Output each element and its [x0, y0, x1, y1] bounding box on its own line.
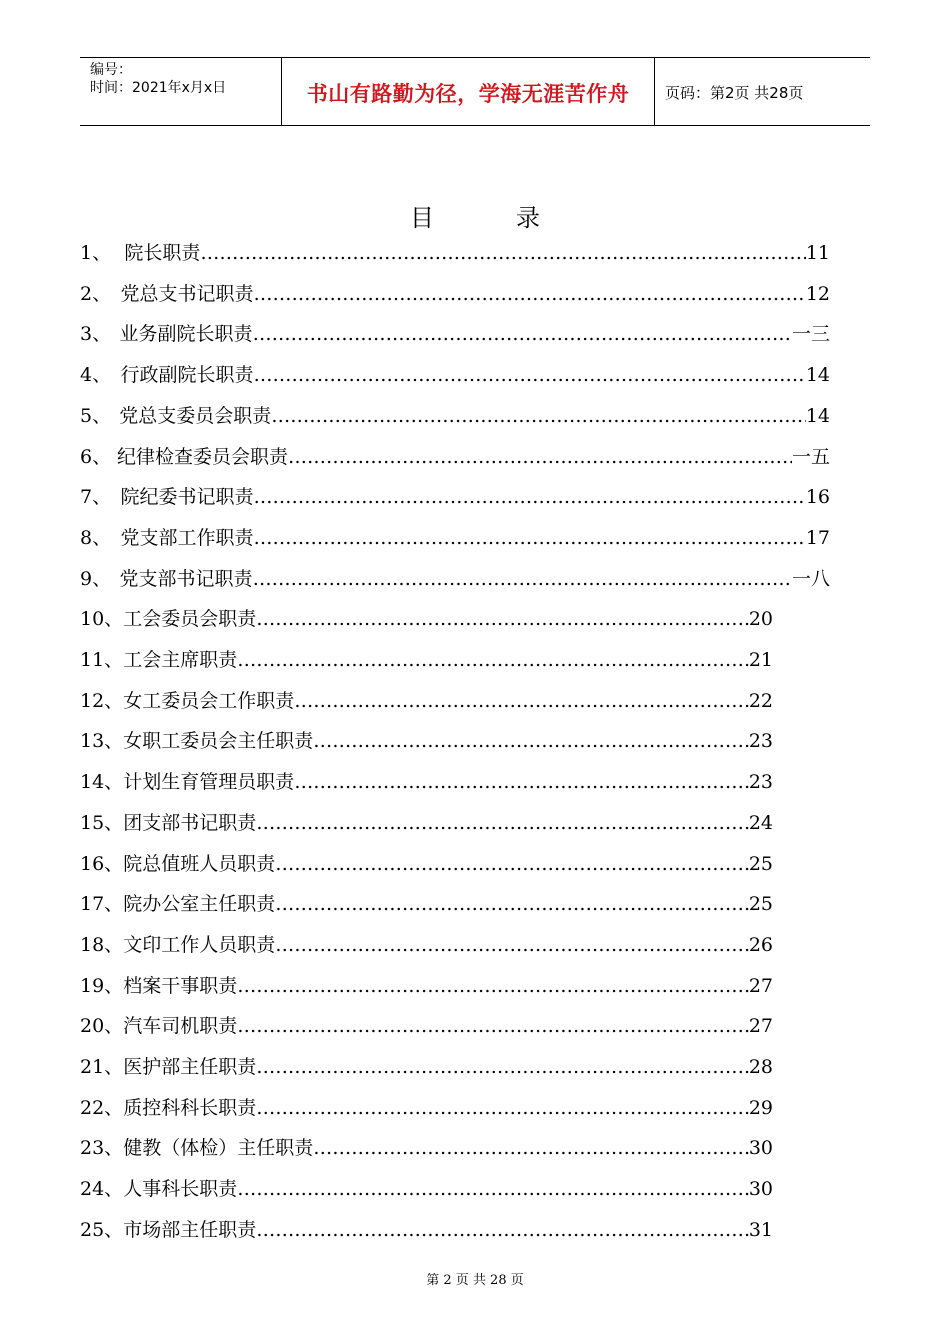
toc-entry-page: 一五 [791, 445, 830, 468]
toc-entry-number: 5、 [80, 404, 112, 427]
toc-entry[interactable] [80, 768, 773, 796]
toc-entry-number: 7、 [80, 486, 112, 509]
toc-entry-number: 4、 [80, 364, 112, 387]
toc-entry-number: 6、 [80, 445, 112, 468]
toc-entry[interactable] [80, 1012, 773, 1040]
toc-entry[interactable] [80, 320, 830, 348]
toc-leader-dots [256, 1094, 749, 1122]
toc-entry-page: 14 [805, 404, 830, 427]
toc-entry-page: 26 [748, 933, 773, 956]
toc-entry-label: 院纪委书记职责 [120, 486, 254, 509]
toc-leader-dots [237, 1012, 749, 1040]
toc-entry[interactable] [80, 565, 830, 593]
toc-entry-page: 30 [748, 1178, 773, 1201]
toc-entry[interactable] [80, 1094, 773, 1122]
toc-entry-number: 20、 [80, 1015, 124, 1038]
toc-entry[interactable] [80, 809, 773, 837]
toc-entry-label: 女工委员会工作职责 [123, 689, 295, 712]
toc-entry-number: 15、 [80, 811, 124, 834]
toc-entry-page: 28 [748, 1056, 773, 1078]
toc-entry-page: 21 [748, 649, 773, 671]
toc-entry-number: 3、 [80, 323, 112, 346]
toc-leader-dots [200, 239, 805, 267]
toc-entry-page: 17 [805, 526, 830, 549]
toc-leader-dots [254, 483, 806, 511]
toc-entry-page: 11 [805, 242, 830, 264]
toc-entry-label: 计划生育管理员职责 [123, 771, 295, 794]
toc-entry-label: 行政副院长职责 [120, 364, 254, 387]
toc-leader-dots [256, 809, 749, 837]
toc-entry-page: 20 [748, 608, 773, 631]
toc-entry-label: 人事科长职责 [123, 1178, 238, 1201]
toc-entry-number: 12、 [80, 689, 124, 712]
toc-entry-label: 工会主席职责 [123, 649, 238, 671]
toc-entry-page: 12 [805, 282, 830, 305]
toc-leader-dots [254, 361, 806, 389]
toc-title-right: 录 [516, 204, 540, 232]
toc-leader-dots [256, 1053, 749, 1081]
toc-entry-label: 文印工作人员职责 [123, 933, 276, 956]
toc-entry[interactable] [80, 687, 773, 715]
toc-entry-page: 22 [748, 689, 773, 712]
date-label: 时间：2021年x月x日 [90, 80, 227, 96]
toc-entry-page: 25 [748, 852, 773, 875]
toc-entry[interactable] [80, 239, 830, 267]
toc-entry[interactable] [80, 605, 773, 633]
toc-entry[interactable] [80, 972, 773, 1000]
toc-entry[interactable] [80, 483, 830, 511]
page-header [80, 57, 870, 126]
toc-title-left: 目 [410, 204, 434, 232]
toc-entry[interactable] [80, 1175, 773, 1203]
header-motto-cell [282, 58, 655, 125]
toc-entry-page: 23 [748, 771, 773, 794]
serial-number-label: 编号： [90, 62, 132, 78]
toc-entry-page: 24 [748, 811, 773, 834]
toc-entry[interactable] [80, 443, 830, 471]
toc-entry-page: 一三 [791, 323, 830, 346]
toc-leader-dots [256, 605, 749, 633]
toc-entry-label: 院长职责 [124, 242, 201, 264]
toc-entry-page: 31 [748, 1218, 773, 1241]
toc-entry-page: 29 [748, 1096, 773, 1119]
toc-leader-dots [253, 320, 792, 348]
toc-entry-label: 党支部工作职责 [120, 526, 254, 549]
toc-entry-number: 19、 [80, 974, 124, 997]
toc-entry-label: 健教（体检）主任职责 [123, 1137, 314, 1160]
toc-entry-label: 工会委员会职责 [123, 608, 257, 631]
motto-text: 书山有路勤为径，学海无涯苦作舟 [306, 82, 630, 106]
toc-entry-number: 23、 [80, 1137, 124, 1160]
toc-entry-label: 党支部书记职责 [119, 567, 253, 590]
toc-entry-number: 9、 [80, 567, 112, 590]
toc-leader-dots [275, 931, 749, 959]
toc-entry-page: 14 [805, 364, 830, 387]
toc-entry-number: 25、 [80, 1218, 124, 1241]
toc-leader-dots [288, 443, 792, 471]
toc-entry-number: 24、 [80, 1178, 124, 1201]
toc-leader-dots [294, 768, 749, 796]
toc-entry-page: 23 [748, 730, 773, 753]
toc-entry-label: 纪律检查委员会职责 [116, 445, 288, 468]
toc-leader-dots [254, 280, 806, 308]
toc-entry[interactable] [80, 931, 773, 959]
toc-entry[interactable] [80, 361, 830, 389]
toc-leader-dots [237, 972, 749, 1000]
toc-entry[interactable] [80, 890, 773, 918]
toc-entry-number: 17、 [80, 893, 124, 916]
toc-leader-dots [256, 1216, 749, 1244]
toc-entry[interactable] [80, 1053, 773, 1081]
toc-entry-number: 16、 [80, 852, 124, 875]
toc-entry-number: 22、 [80, 1096, 124, 1119]
toc-entry-page: 27 [748, 974, 773, 997]
toc-entry-label: 党总支书记职责 [120, 282, 254, 305]
toc-leader-dots [313, 1134, 749, 1162]
toc-entry-label: 业务副院长职责 [119, 323, 253, 346]
header-meta-cell [80, 58, 282, 125]
toc-entry-number: 18、 [80, 933, 124, 956]
toc-entry-page: 30 [748, 1137, 773, 1160]
toc-entry[interactable] [80, 1134, 773, 1162]
toc-entry-label: 医护部主任职责 [123, 1056, 257, 1078]
toc-entry[interactable] [80, 524, 830, 552]
toc-leader-dots [237, 646, 749, 674]
toc-entry[interactable] [80, 646, 773, 674]
toc-leader-dots [313, 727, 749, 755]
toc-entry-number: 10、 [80, 608, 124, 631]
toc-entry[interactable] [80, 850, 773, 878]
toc-leader-dots [275, 890, 749, 918]
toc-leader-dots [254, 524, 806, 552]
toc-entry-label: 市场部主任职责 [123, 1218, 257, 1241]
toc-entry-page: 27 [748, 1015, 773, 1038]
toc-entry-label: 档案干事职责 [123, 974, 238, 997]
toc-entry-label: 质控科科长职责 [123, 1096, 257, 1119]
toc-entry-number: 2、 [80, 282, 112, 305]
toc-entry-number: 1、 [80, 242, 112, 264]
toc-entry-label: 女职工委员会主任职责 [123, 730, 314, 753]
toc-entry[interactable] [80, 402, 830, 430]
toc-entry-page: 16 [805, 486, 830, 509]
toc-leader-dots [275, 850, 749, 878]
toc-entry-label: 党总支委员会职责 [119, 404, 272, 427]
toc-entry-page: 25 [748, 893, 773, 916]
toc-title [0, 198, 950, 233]
toc-entry-number: 13、 [80, 730, 124, 753]
toc-entry-number: 11、 [80, 649, 124, 671]
toc-entry-page: 一八 [791, 567, 830, 590]
toc-leader-dots [271, 402, 806, 430]
toc-entry-label: 院总值班人员职责 [123, 852, 276, 875]
toc-entry[interactable] [80, 280, 830, 308]
toc-entry-label: 团支部书记职责 [123, 811, 257, 834]
toc-leader-dots [237, 1175, 749, 1203]
toc-entry-number: 21、 [80, 1056, 124, 1078]
toc-entry[interactable] [80, 1216, 773, 1244]
toc-entry-label: 汽车司机职责 [123, 1015, 238, 1038]
header-page-cell [655, 58, 870, 125]
toc-entry-number: 14、 [80, 771, 124, 794]
page-footer: 第 2 页 共 28 页 [426, 1273, 524, 1288]
toc-entry-number: 8、 [80, 526, 112, 549]
header-page-info: 页码：第2页 共28页 [665, 84, 804, 102]
toc-leader-dots [253, 565, 792, 593]
toc-leader-dots [294, 687, 749, 715]
toc-entry[interactable] [80, 727, 773, 755]
toc-entry-label: 院办公室主任职责 [123, 893, 276, 916]
